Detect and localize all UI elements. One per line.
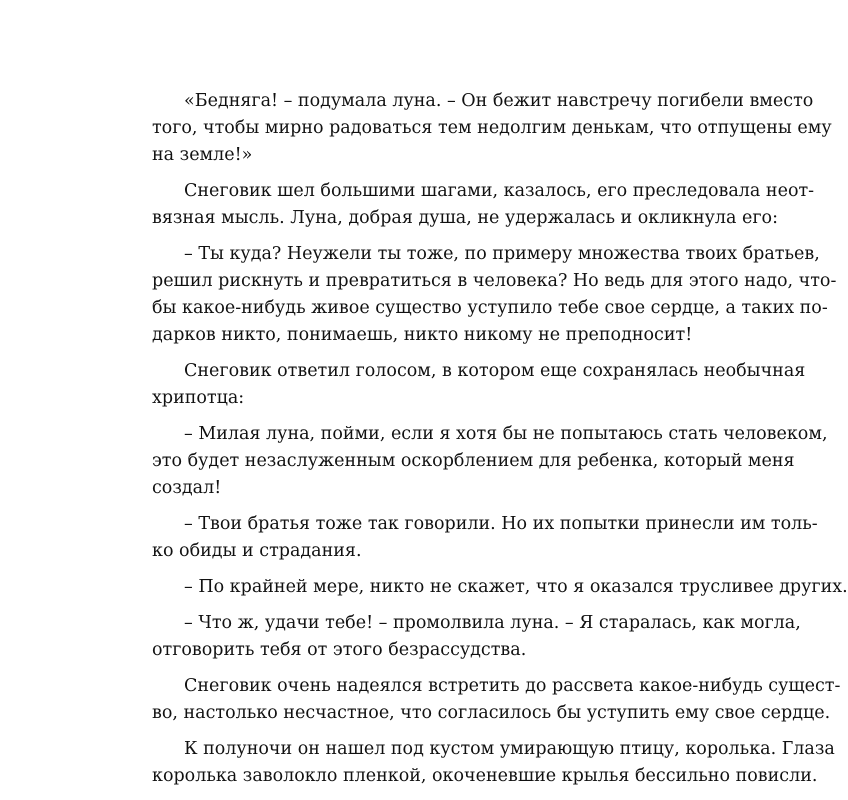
paragraph bbox=[152, 736, 835, 790]
text-line: во, настолько несчастное, что согласилось бы уступить ему свое сердце. bbox=[152, 703, 831, 723]
paragraph bbox=[152, 673, 841, 727]
paragraph bbox=[152, 574, 848, 601]
body-text bbox=[152, 88, 848, 799]
paragraph bbox=[152, 178, 815, 232]
text-line: королька заволокло пленкой, окоченевшие крылья бессильно повисли. bbox=[152, 766, 818, 786]
paragraph bbox=[152, 88, 832, 169]
text-line: Снеговик шел большими шагами, казалось, его преследовала неот- bbox=[184, 181, 815, 201]
text-line: вязная мысль. Луна, добрая душа, не удержалась и окликнула его: bbox=[152, 208, 778, 228]
text-line: создал! bbox=[152, 478, 222, 498]
text-line: ко обиды и страдания. bbox=[152, 541, 362, 561]
text-line: бы какое-нибудь живое существо уступило тебе свое сердце, а таких по- bbox=[152, 298, 828, 318]
text-line: Снеговик ответил голосом, в котором еще сохранялась необычная bbox=[184, 361, 806, 381]
text-line: – Милая луна, пойми, если я хотя бы не попытаюсь стать человеком, bbox=[184, 424, 828, 444]
text-line: – Что ж, удачи тебе! – промолвила луна. – Я старалась, как могла, bbox=[184, 613, 801, 633]
text-line: хрипотца: bbox=[152, 388, 245, 408]
text-line: – Твои братья тоже так говорили. Но их попытки принесли им толь- bbox=[184, 514, 818, 534]
paragraph bbox=[152, 511, 818, 565]
text-line: – По крайней мере, никто не скажет, что я оказался трусливее других. bbox=[184, 577, 848, 597]
text-line: К полуночи он нашел под кустом умирающую птицу, королька. Глаза bbox=[184, 739, 835, 759]
text-line: того, чтобы мирно радоваться тем недолгим денькам, что отпущены ему bbox=[152, 118, 832, 138]
paragraph bbox=[152, 421, 828, 502]
paragraph bbox=[152, 241, 837, 349]
text-line: Снеговик очень надеялся встретить до рассвета какое-нибудь сущест- bbox=[184, 676, 841, 696]
text-line: на земле!» bbox=[152, 145, 253, 165]
text-line: «Бедняга! – подумала луна. – Он бежит навстречу погибели вместо bbox=[184, 91, 814, 111]
text-line: – Ты куда? Неужели ты тоже, по примеру множества твоих братьев, bbox=[184, 244, 820, 264]
paragraph bbox=[152, 610, 801, 664]
text-line: отговорить тебя от этого безрассудства. bbox=[152, 640, 527, 660]
text-line: дарков никто, понимаешь, никто никому не преподносит! bbox=[152, 325, 693, 345]
text-line: решил рискнуть и превратиться в человека? Но ведь для этого надо, что- bbox=[152, 271, 837, 291]
paragraph bbox=[152, 358, 806, 412]
text-line: это будет незаслуженным оскорблением для ребенка, который меня bbox=[152, 451, 795, 471]
